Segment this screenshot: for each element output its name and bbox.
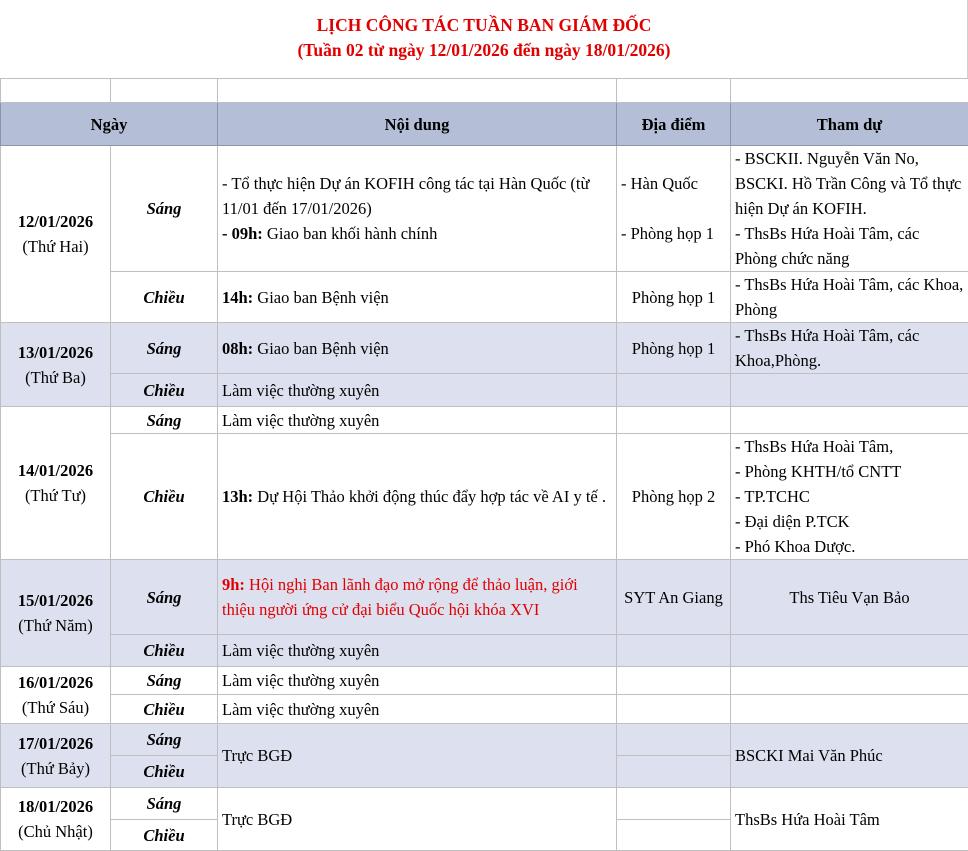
attendees-line: - Đại diện P.TCK bbox=[735, 509, 964, 534]
day-weekday: (Chủ Nhật) bbox=[18, 822, 93, 841]
location-cell bbox=[617, 667, 731, 695]
attendees-line: - TP.TCHC bbox=[735, 484, 964, 509]
header-attendees: Tham dự bbox=[731, 103, 968, 146]
session-afternoon: Chiều bbox=[111, 695, 218, 724]
page-subtitle: (Tuần 02 từ ngày 12/01/2026 đến ngày 18/01/2026) bbox=[0, 40, 968, 61]
session-morning: Sáng bbox=[111, 323, 218, 374]
session-morning: Sáng bbox=[111, 724, 218, 756]
attendees-cell bbox=[731, 667, 968, 695]
attendees-cell bbox=[731, 407, 968, 434]
session-morning: Sáng bbox=[111, 667, 218, 695]
header-content: Nội dung bbox=[218, 103, 617, 146]
header-location: Địa điểm bbox=[617, 103, 731, 146]
content-time: 9h: bbox=[222, 575, 245, 594]
content-text: Dự Hội Thảo khởi động thúc đẩy hợp tác về AI y tế . bbox=[253, 487, 606, 506]
table-row bbox=[1, 434, 968, 560]
day-weekday: (Thứ Năm) bbox=[18, 616, 92, 635]
location-line: - Phòng họp 1 bbox=[621, 224, 714, 243]
day-cell bbox=[1, 788, 111, 851]
header-day: Ngày bbox=[1, 103, 218, 146]
location-cell bbox=[617, 695, 731, 724]
schedule-table bbox=[0, 78, 968, 851]
location-cell: Phòng họp 2 bbox=[617, 434, 731, 560]
table-row bbox=[1, 560, 968, 635]
content-cell: Làm việc thường xuyên bbox=[218, 407, 617, 434]
session-morning: Sáng bbox=[111, 788, 218, 820]
attendees-line: - Phó Khoa Dược. bbox=[735, 534, 964, 559]
day-date: 16/01/2026 bbox=[18, 673, 93, 692]
attendees-cell: BSCKI Mai Văn Phúc bbox=[731, 724, 968, 788]
session-morning: Sáng bbox=[111, 146, 218, 272]
location-cell bbox=[617, 820, 731, 851]
attendees-cell bbox=[731, 695, 968, 724]
content-cell bbox=[218, 434, 617, 560]
location-cell bbox=[617, 635, 731, 667]
day-weekday: (Thứ Tư) bbox=[25, 486, 86, 505]
table-row bbox=[1, 724, 968, 756]
content-line: - Tổ thực hiện Dự án KOFIH công tác tại Hàn Quốc (từ 11/01 đến 17/01/2026) bbox=[222, 174, 589, 218]
session-afternoon: Chiều bbox=[111, 434, 218, 560]
attendees-line: - ThsBs Hứa Hoài Tâm, bbox=[735, 434, 964, 459]
location-cell bbox=[617, 788, 731, 820]
content-cell bbox=[218, 146, 617, 272]
table-row bbox=[1, 407, 968, 434]
day-cell bbox=[1, 407, 111, 560]
attendees-line: - ThsBs Hứa Hoài Tâm, các Phòng chức năng bbox=[735, 224, 919, 268]
location-cell bbox=[617, 146, 731, 272]
spacer-cell bbox=[111, 79, 218, 103]
table-row bbox=[1, 635, 968, 667]
content-cell: Trực BGĐ bbox=[218, 788, 617, 851]
content-cell bbox=[218, 323, 617, 374]
location-cell: Phòng họp 1 bbox=[617, 323, 731, 374]
spacer-cell bbox=[1, 79, 111, 103]
session-afternoon: Chiều bbox=[111, 635, 218, 667]
spacer-cell bbox=[617, 79, 731, 103]
attendees-cell: ThsBs Hứa Hoài Tâm bbox=[731, 788, 968, 851]
attendees-cell: Ths Tiêu Vạn Bảo bbox=[731, 560, 968, 635]
content-cell: Làm việc thường xuyên bbox=[218, 695, 617, 724]
content-cell: Làm việc thường xuyên bbox=[218, 667, 617, 695]
content-time: 08h: bbox=[222, 339, 253, 358]
location-cell bbox=[617, 756, 731, 788]
content-time: 13h: bbox=[222, 487, 253, 506]
location-cell bbox=[617, 724, 731, 756]
content-text: Giao ban Bệnh viện bbox=[253, 288, 389, 307]
session-afternoon: Chiều bbox=[111, 374, 218, 407]
location-cell bbox=[617, 374, 731, 407]
location-line: - Hàn Quốc bbox=[621, 174, 698, 193]
location-cell bbox=[617, 407, 731, 434]
content-time: - 09h: bbox=[222, 224, 263, 243]
content-cell bbox=[218, 560, 617, 635]
attendees-cell bbox=[731, 146, 968, 272]
content-text: Hội nghị Ban lãnh đạo mở rộng để thảo luận, giới thiệu người ứng cử đại biểu Quốc hội khóa XVI bbox=[222, 575, 578, 619]
spacer-cell bbox=[731, 79, 968, 103]
day-date: 14/01/2026 bbox=[18, 461, 93, 480]
day-cell bbox=[1, 323, 111, 407]
day-date: 12/01/2026 bbox=[18, 212, 93, 231]
location-cell: SYT An Giang bbox=[617, 560, 731, 635]
day-weekday: (Thứ Ba) bbox=[25, 368, 86, 387]
attendees-line: - Phòng KHTH/tổ CNTT bbox=[735, 459, 964, 484]
attendees-cell bbox=[731, 434, 968, 560]
table-row bbox=[1, 788, 968, 820]
session-afternoon: Chiều bbox=[111, 272, 218, 323]
day-date: 13/01/2026 bbox=[18, 343, 93, 362]
attendees-cell bbox=[731, 635, 968, 667]
attendees-cell: - ThsBs Hứa Hoài Tâm, các Khoa, Phòng bbox=[731, 272, 968, 323]
spacer-cell bbox=[218, 79, 617, 103]
day-cell bbox=[1, 724, 111, 788]
table-row bbox=[1, 272, 968, 323]
day-date: 18/01/2026 bbox=[18, 797, 93, 816]
table-row bbox=[1, 667, 968, 695]
table-row bbox=[1, 695, 968, 724]
location-cell: Phòng họp 1 bbox=[617, 272, 731, 323]
table-row bbox=[1, 374, 968, 407]
day-date: 15/01/2026 bbox=[18, 591, 93, 610]
session-morning: Sáng bbox=[111, 407, 218, 434]
session-afternoon: Chiều bbox=[111, 756, 218, 788]
title-block bbox=[0, 0, 968, 78]
content-cell bbox=[218, 272, 617, 323]
day-cell bbox=[1, 146, 111, 323]
day-cell bbox=[1, 667, 111, 724]
session-morning: Sáng bbox=[111, 560, 218, 635]
content-cell: Làm việc thường xuyên bbox=[218, 374, 617, 407]
attendees-cell: - ThsBs Hứa Hoài Tâm, các Khoa,Phòng. bbox=[731, 323, 968, 374]
content-text: Giao ban khối hành chính bbox=[263, 224, 438, 243]
day-weekday: (Thứ Bảy) bbox=[21, 759, 90, 778]
page-title: LỊCH CÔNG TÁC TUẦN BAN GIÁM ĐỐC bbox=[0, 15, 968, 36]
day-cell bbox=[1, 560, 111, 667]
session-afternoon: Chiều bbox=[111, 820, 218, 851]
content-text: Giao ban Bệnh viện bbox=[253, 339, 389, 358]
table-header-row bbox=[1, 103, 968, 146]
table-row bbox=[1, 323, 968, 374]
content-cell: Trực BGĐ bbox=[218, 724, 617, 788]
content-cell: Làm việc thường xuyên bbox=[218, 635, 617, 667]
spacer-row bbox=[1, 79, 968, 103]
attendees-cell bbox=[731, 374, 968, 407]
table-row bbox=[1, 146, 968, 272]
content-time: 14h: bbox=[222, 288, 253, 307]
day-weekday: (Thứ Sáu) bbox=[22, 698, 89, 717]
day-date: 17/01/2026 bbox=[18, 734, 93, 753]
attendees-line: - BSCKII. Nguyễn Văn No, BSCKI. Hồ Trần Công và Tổ thực hiện Dự án KOFIH. bbox=[735, 149, 961, 218]
day-weekday: (Thứ Hai) bbox=[22, 237, 88, 256]
